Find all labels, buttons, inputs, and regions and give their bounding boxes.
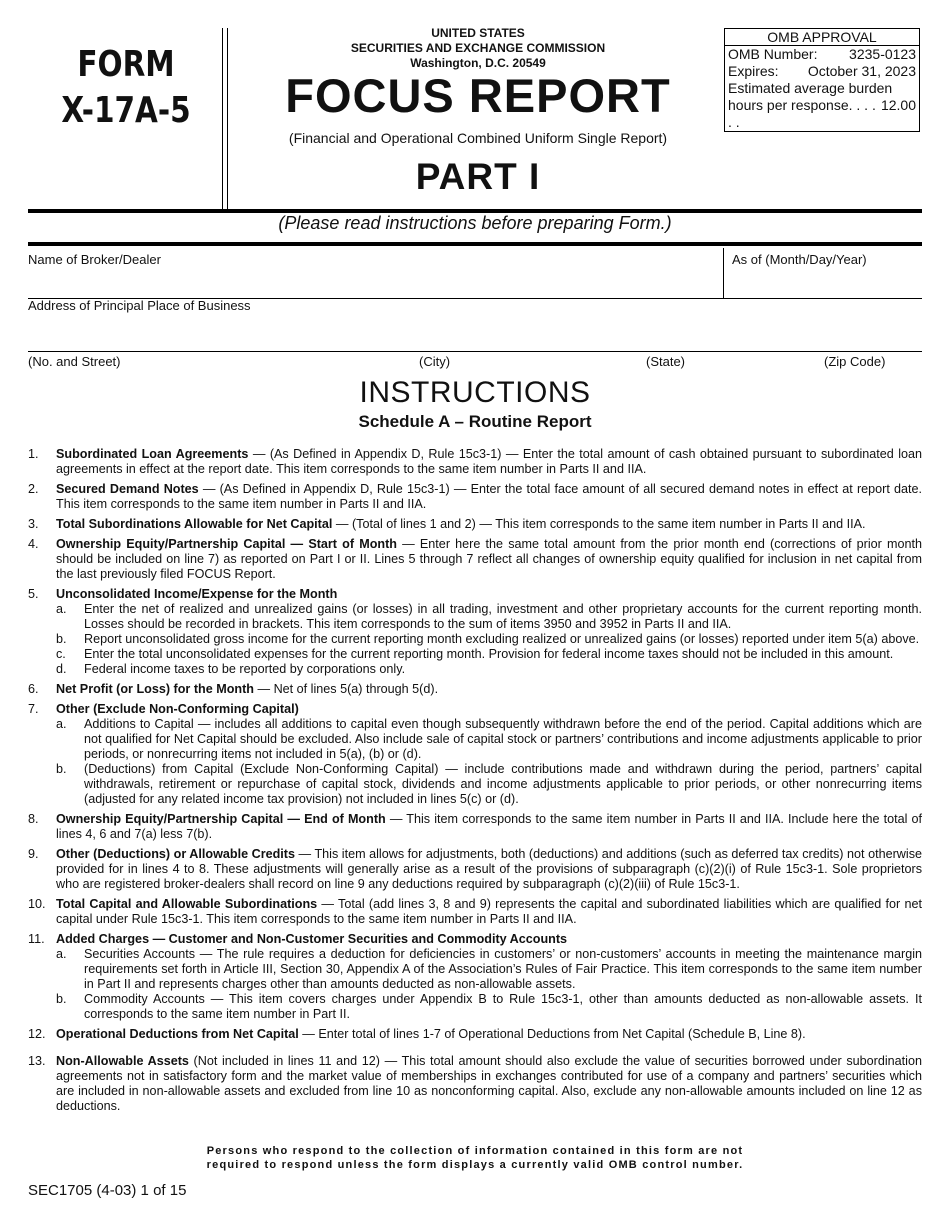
item-text: — (As Defined in Appendix D, Rule 15c3-1) — Enter the total face amount of all secured demand notes in effect at report date. This item corresponds to the same item number in Parts II and IIA. <box>56 482 923 511</box>
list-item <box>28 517 922 532</box>
list-item <box>28 1054 922 1114</box>
item-subtitle: End of Month <box>304 812 386 826</box>
instructions-title: INSTRUCTIONS <box>359 376 591 409</box>
item-separator: — <box>283 812 305 826</box>
header-divider <box>222 28 223 210</box>
list-item <box>28 932 922 1022</box>
item-text: — This item allows for adjustments, both (deductions) and additions (such as deferred tax credits) not otherwise provided for in lines 4 to 8. These adjustments will generally arise as a result of the provisions of subparagraph (c)(2)(i) of Rule 15c3-1. Sole proprietors who are registered broker-dealers shall record on line 9 any deductions required by subparagraph (c)(2)(iii) of Rule 15c3-1. <box>56 847 922 891</box>
omb-number-value: 3235-0123 <box>849 46 916 62</box>
item-content <box>56 447 922 477</box>
item-title: Non-Allowable Assets <box>56 1054 189 1068</box>
item-text: — Total (add lines 3, 8 and 9) represents the capital and subordinated liabilities which are qualified for net capital under Rule 15c3-1. This item corresponds to the same item number in Parts II and IIA. <box>56 897 922 926</box>
item-title: Other (Deductions) or Allowable Credits <box>56 847 296 861</box>
item-text: — Enter total of lines 1-7 of Operational Deductions from Net Capital (Schedule B, Line 8). <box>298 1027 806 1041</box>
item-content <box>56 517 922 532</box>
form-header <box>28 22 922 210</box>
sub-item-letter: b. <box>56 632 67 646</box>
instruction-list <box>28 447 922 1119</box>
list-item <box>28 1027 922 1042</box>
item-content <box>56 932 922 1022</box>
item-text: — This item corresponds to the same item number in Parts II and IIA. Include here the total of lines 4, 6 and 7(a) less 7(b). <box>56 812 923 841</box>
broker-dealer-label: Name of Broker/Dealer <box>28 252 161 267</box>
sub-item <box>56 992 922 1022</box>
sub-item-text: Enter the total unconsolidated expenses for the current reporting month. Provision for federal income taxes should not be included in this amount. <box>84 647 894 661</box>
sub-item <box>56 632 922 647</box>
item-separator: — <box>149 932 169 946</box>
item-number: 2. <box>28 482 39 496</box>
form-number: X-17A-5 <box>61 90 191 131</box>
list-item <box>28 812 922 842</box>
omb-hours-row <box>725 97 919 131</box>
omb-approval-box <box>724 28 920 132</box>
city-label: (City) <box>419 354 451 369</box>
sub-item <box>56 762 922 807</box>
item-number: 12. <box>28 1027 46 1041</box>
item-title: Unconsolidated Income/Expense for the Month <box>56 587 338 601</box>
omb-expires-label: Expires: <box>728 63 779 79</box>
part-title: PART I <box>415 156 541 197</box>
sub-item-letter: b. <box>56 762 67 776</box>
list-item <box>28 537 922 582</box>
item-content <box>56 587 922 677</box>
sub-item-text: Additions to Capital — includes all additions to capital even though subsequently withdrawn before the end of the period. Capital additions which are not qualified for Net Capital should be excluded. Also include sale of capital stock or partners’ contributions and income adjustments applicable to prior periods, or nonrecurring items not included in 5(a), (b) or (d). <box>84 717 922 761</box>
item-content <box>56 682 922 697</box>
item-content <box>56 1027 922 1042</box>
sub-item <box>56 662 922 677</box>
agency-address: Washington, D.C. 20549 <box>410 56 546 70</box>
form-label: FORM <box>77 44 175 85</box>
sub-item-text: Securities Accounts — The rule requires a deduction for deficiencies in customers’ or non-customers’ accounts in meeting the maintenance margin requirements set forth in Article III, Section 30, Appendix A of the Association’s Rules of Fair Practice. This item corresponds to the same item number in Part II and represents charges other than amounts deducted as non-allowable assets. <box>84 947 922 991</box>
address-line <box>28 351 922 352</box>
schedule-title: Schedule A – Routine Report <box>358 412 592 431</box>
item-content <box>56 702 922 807</box>
agency-name: SECURITIES AND EXCHANGE COMMISSION <box>350 41 606 55</box>
header-center <box>234 26 722 198</box>
item-title: Subordinated Loan Agreements <box>56 447 249 461</box>
item-number: 9. <box>28 847 39 861</box>
sub-item <box>56 947 922 992</box>
item-number: 5. <box>28 587 39 601</box>
omb-hours-value: 12.00 <box>880 97 916 113</box>
form-identifier <box>46 42 207 134</box>
field-divider <box>723 248 724 298</box>
item-number: 11. <box>28 932 45 946</box>
omb-notice <box>28 1144 922 1172</box>
item-subtitle: Start of Month <box>308 537 397 551</box>
sub-item-letter: c. <box>56 647 66 661</box>
sub-item-letter: a. <box>56 717 67 731</box>
item-title: Added Charges <box>56 932 150 946</box>
item-title: Total Capital and Allowable Subordinations <box>56 897 318 911</box>
item-title: Other (Exclude Non-Conforming Capital) <box>56 702 299 716</box>
list-item <box>28 702 922 807</box>
item-title: Total Subordinations Allowable for Net Capital <box>56 517 333 531</box>
list-item <box>28 682 922 697</box>
item-title: Ownership Equity/Partnership Capital <box>56 537 286 551</box>
item-title: Secured Demand Notes <box>56 482 199 496</box>
sub-item-text: Federal income taxes to be reported by corporations only. <box>84 662 406 676</box>
omb-burden-label: Estimated average burden <box>728 80 893 96</box>
form-footer: SEC1705 (4-03) 1 of 15 <box>28 1182 187 1199</box>
item-number: 6. <box>28 682 39 696</box>
omb-heading: OMB APPROVAL <box>725 29 919 46</box>
sub-item <box>56 717 922 762</box>
item-text: — Enter here the same total amount from the prior month end (corrections of prior month should be included on line 7) as reported on Part I or II. Lines 5 through 7 reflect all changes of ownership equity qualified for inclusion in net capital from the last previously filed FOCUS Report. <box>56 537 923 581</box>
sub-item-text: Commodity Accounts — This item covers charges under Appendix B to Rule 15c3-1, other than amounts deducted as non-allowable assets. It corresponds to the same item number in Part II. <box>84 992 922 1021</box>
sub-item-letter: a. <box>56 602 67 616</box>
report-subtitle: (Financial and Operational Combined Uniform Single Report) <box>288 130 668 146</box>
sub-item-letter: a. <box>56 947 67 961</box>
item-text: — (As Defined in Appendix D, Rule 15c3-1) — Enter the total amount of cash obtained pursuant to subordinated loan agreements in effect at the report date. This item corresponds to the same item number in Parts II and IIA. <box>56 447 922 476</box>
omb-expires-value: October 31, 2023 <box>807 63 916 79</box>
item-number: 7. <box>28 702 39 716</box>
item-content <box>56 1054 922 1114</box>
item-text: — (Total of lines 1 and 2) — This item corresponds to the same item number in Parts II and IIA. <box>332 517 866 531</box>
item-number: 10. <box>28 897 46 911</box>
item-number: 3. <box>28 517 39 531</box>
sub-item <box>56 647 922 662</box>
sub-item-letter: b. <box>56 992 67 1006</box>
street-label: (No. and Street) <box>28 354 121 369</box>
item-title: Ownership Equity/Partnership Capital <box>56 812 284 826</box>
item-number: 13. <box>28 1054 46 1068</box>
item-number: 1. <box>28 447 39 461</box>
section-rule <box>28 242 922 246</box>
sub-item-text: Enter the net of realized and unrealized gains (or losses) in all trading, investment and other proprietary accounts for the current reporting month. Losses should be recorded in brackets. This item corresponds to the sum of items 3950 and 3952 in Parts II and IIA. <box>84 602 922 631</box>
item-content <box>56 847 922 892</box>
item-number: 4. <box>28 537 39 551</box>
item-subtitle: Customer and Non-Customer Securities and Commodity Accounts <box>168 932 568 946</box>
item-content <box>56 897 922 927</box>
list-item <box>28 847 922 892</box>
sub-item-letter: d. <box>56 662 67 676</box>
omb-number-label: OMB Number: <box>728 46 818 62</box>
state-label: (State) <box>646 354 686 369</box>
omb-number-row <box>725 46 919 63</box>
item-title: Net Profit (or Loss) for the Month <box>56 682 254 696</box>
sub-item-text: (Deductions) from Capital (Exclude Non-Conforming Capital) — include contributions made and withdrawn during the period, partners’ capital withdrawals, retirement or repurchase of capital stock, dividends and income adjustments applicable to prior periods, or other nonrecurring items (adjusted for any related income tax provision) not included in lines 5(c) or (d). <box>84 762 922 806</box>
list-item <box>28 447 922 477</box>
zip-code-label: (Zip Code) <box>824 354 886 369</box>
item-content <box>56 482 922 512</box>
item-number: 8. <box>28 812 39 826</box>
item-separator: — <box>285 537 309 551</box>
as-of-date-label: As of (Month/Day/Year) <box>732 252 867 267</box>
list-item <box>28 482 922 512</box>
address-label: Address of Principal Place of Business <box>28 298 251 313</box>
notice-line: Persons who respond to the collection of information contained in this form are not <box>206 1145 744 1157</box>
item-content <box>56 812 922 842</box>
omb-hours-label: hours per response. . . . . . <box>728 97 876 130</box>
report-title: FOCUS REPORT <box>285 69 671 122</box>
omb-expires-row <box>725 63 919 80</box>
agency-country: UNITED STATES <box>431 26 525 40</box>
header-divider <box>227 28 228 210</box>
omb-burden-row <box>725 80 919 97</box>
sub-item-text: Report unconsolidated gross income for the current reporting month excluding realized or unrealized gains (or losses) reported under item 5(a) above. <box>84 632 920 646</box>
list-item <box>28 897 922 927</box>
read-instructions-note: (Please read instructions before preparing Form.) <box>278 213 672 233</box>
list-item <box>28 587 922 677</box>
item-text: — Net of lines 5(a) through 5(d). <box>253 682 439 696</box>
item-text: (Not included in lines 11 and 12) — This total amount should also exclude the value of securities borrowed under subordination agreements not in satisfactory form and the market value of memberships in exchanges contributed for use of a company and partners’ securities which are included in non-allowable assets and excluded from line 10 as nonconforming capital. Also, exclude any non-allowable amounts included on line 12 as deductions. <box>56 1054 922 1113</box>
notice-line: required to respond unless the form displays a currently valid OMB control number. <box>206 1159 744 1171</box>
item-title: Operational Deductions from Net Capital <box>56 1027 299 1041</box>
item-content <box>56 537 922 582</box>
sub-item <box>56 602 922 632</box>
